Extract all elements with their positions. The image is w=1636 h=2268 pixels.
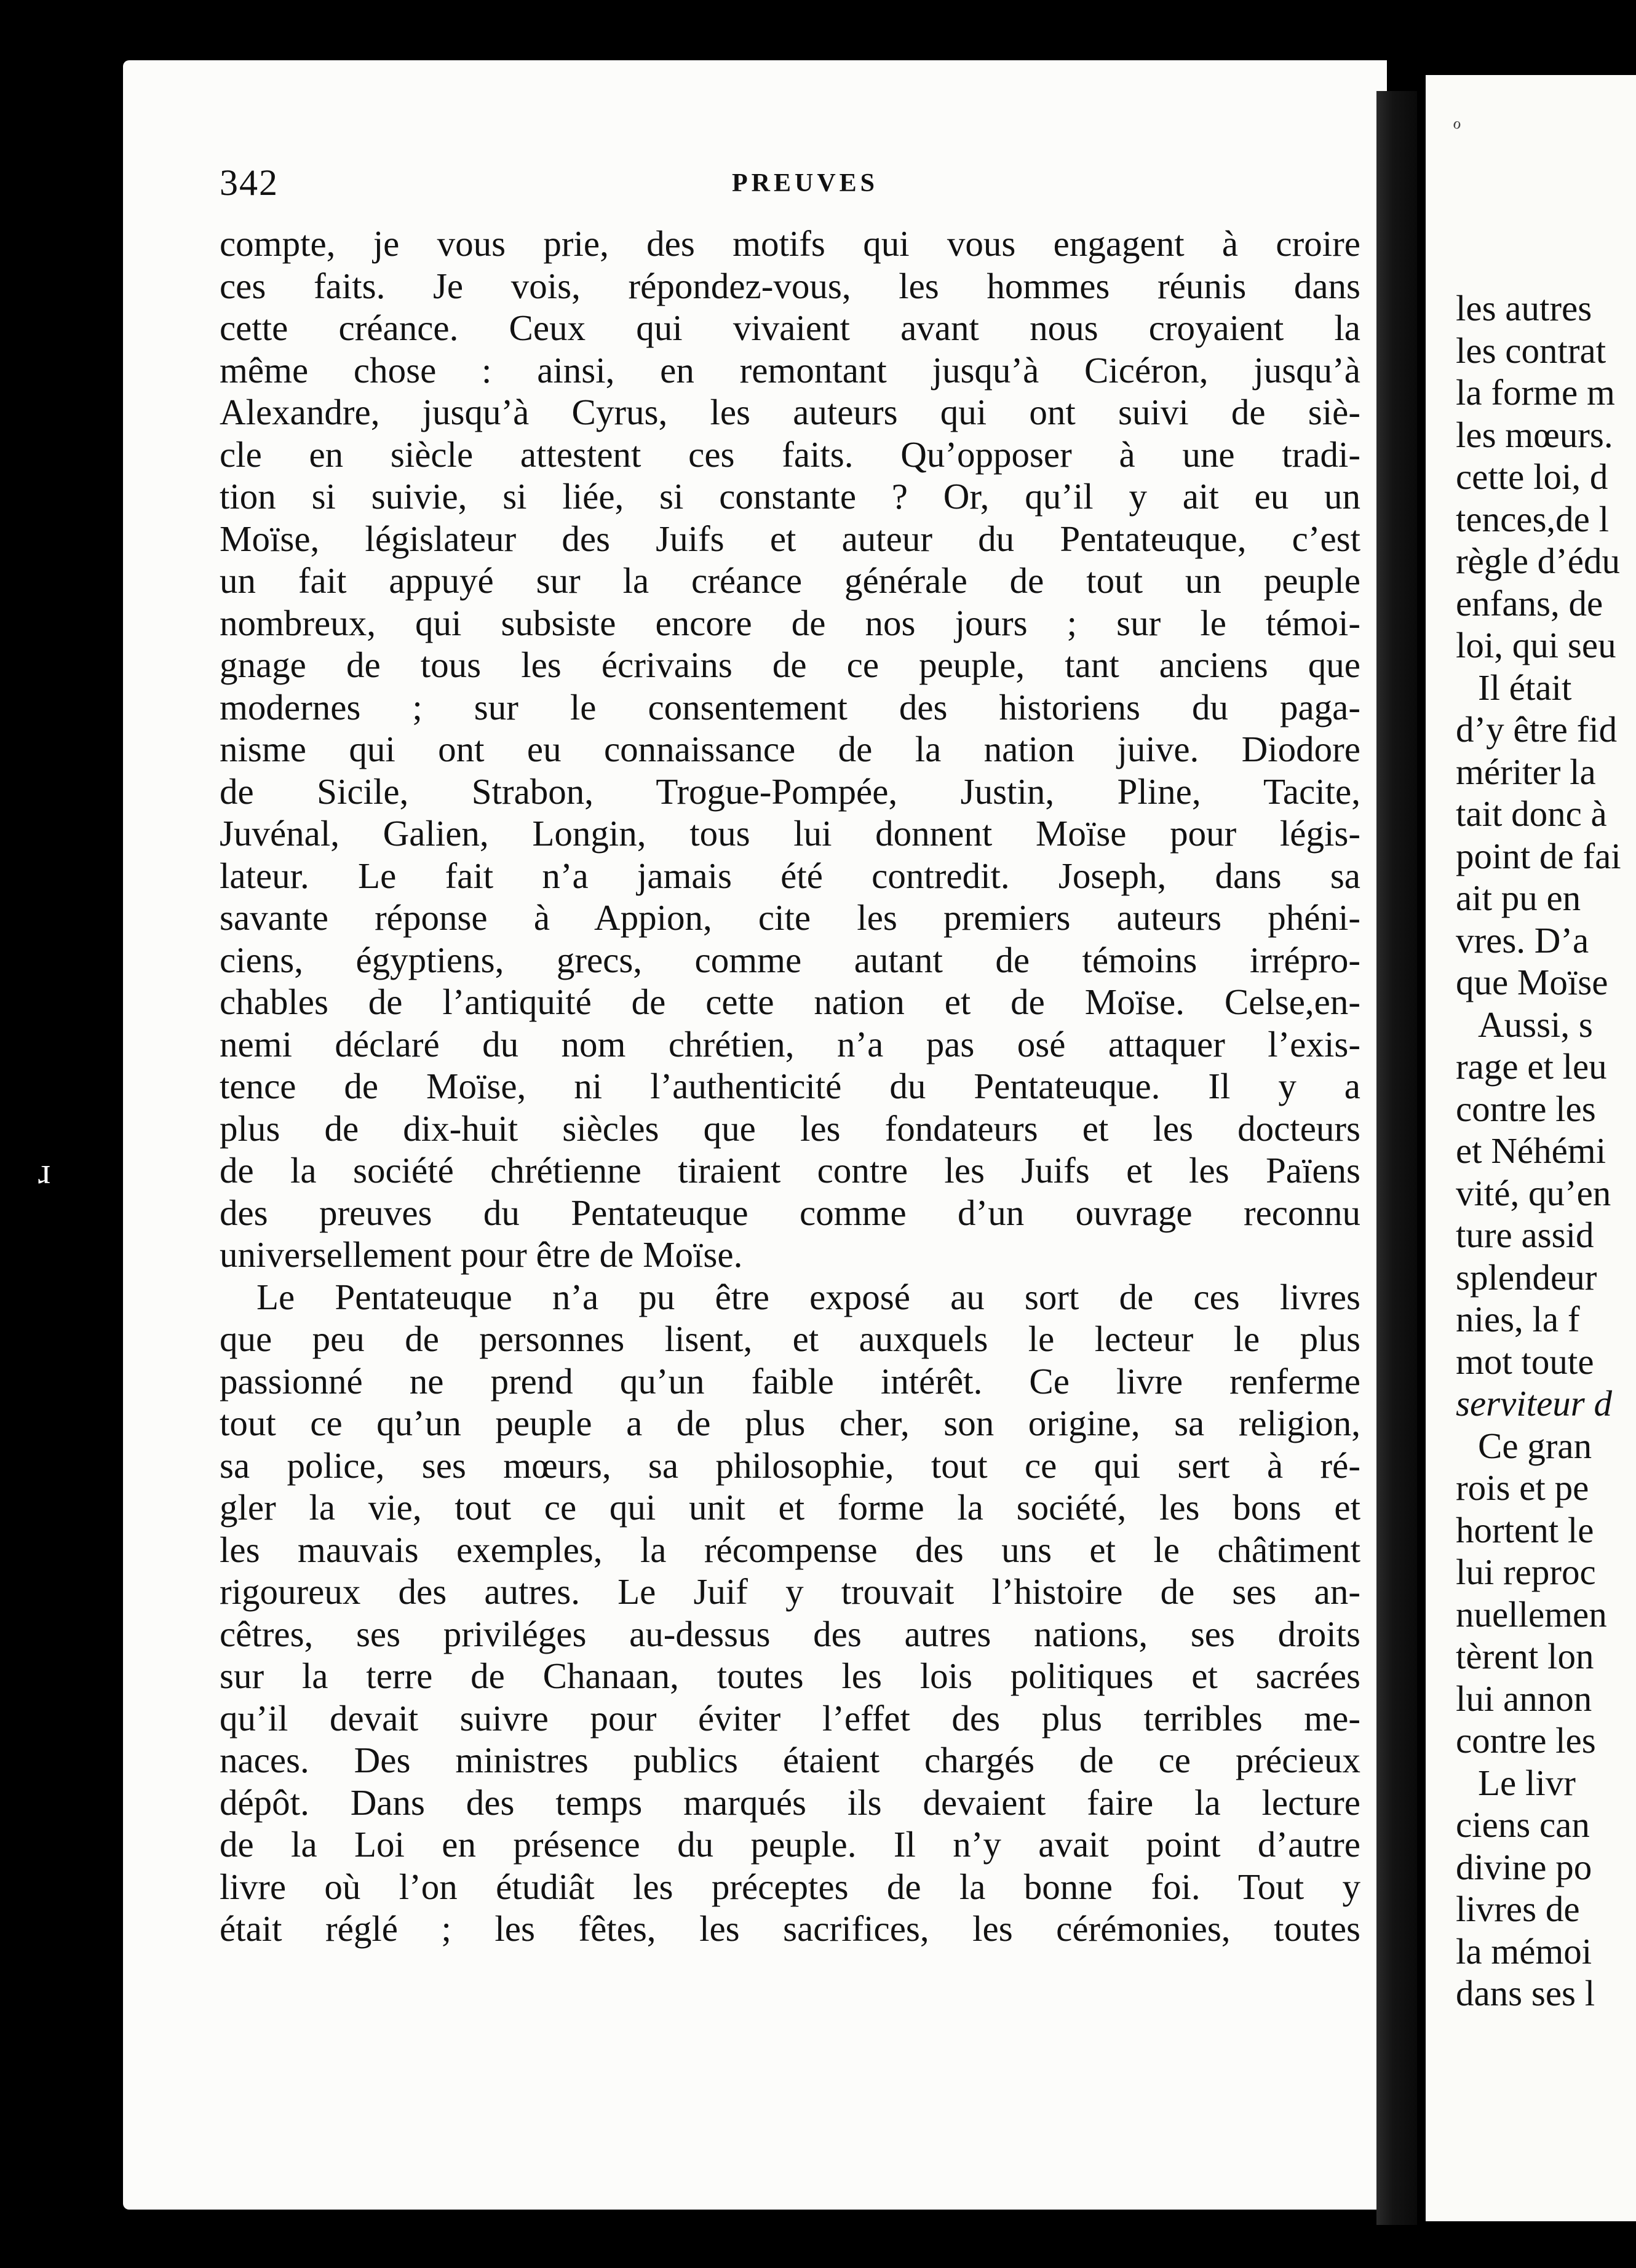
text-line: cle en siècle attestent ces faits. Qu’opposer à une tradi- (220, 434, 1360, 475)
text-line: modernes ; sur le consentement des historiens du paga- (220, 686, 1360, 728)
right-text-line: vres. D’a (1456, 919, 1589, 961)
right-text-line: d’y être fid (1456, 709, 1618, 750)
right-text-line: la forme m (1456, 372, 1615, 413)
text-line: Moïse, législateur des Juifs et auteur du Pentateuque, c’est (220, 518, 1360, 559)
right-text-line: Aussi, s (1478, 1004, 1593, 1045)
text-line: cette créance. Ceux qui vivaient avant nous croyaient la (220, 307, 1360, 348)
right-text-line: nies, la f (1456, 1299, 1580, 1339)
right-text-line: enfans, de (1456, 582, 1603, 624)
text-line: nisme qui ont eu connaissance de la nation juive. Diodore (220, 729, 1360, 769)
page-number: 342 (220, 162, 279, 203)
text-line: que peu de personnes lisent, et auxquels le lecteur le plus (220, 1318, 1360, 1359)
text-line: nemi déclaré du nom chrétien, n’a pas osé attaquer l’exis- (220, 1023, 1360, 1065)
text-line: Le Pentateuque n’a pu être exposé au sort de ces livres (256, 1276, 1360, 1317)
right-text-line: les contrat (1456, 330, 1606, 371)
right-text-line: les mœurs. (1456, 414, 1613, 455)
text-line: un fait appuyé sur la créance générale de tout un peuple (220, 560, 1360, 601)
text-line: qu’il devait suivre pour éviter l’effet des plus terribles me- (220, 1697, 1360, 1739)
right-text-line: point de fai (1456, 835, 1621, 876)
right-text-line: splendeur (1456, 1256, 1597, 1298)
right-text-line: Il était (1478, 667, 1572, 708)
right-page-text (1456, 287, 1621, 2015)
corner-mark: ℴ (1453, 113, 1461, 133)
text-line: sur la terre de Chanaan, toutes les lois politiques et sacrées (220, 1655, 1360, 1696)
text-line: universellement pour être de Moïse. (220, 1234, 743, 1275)
running-header: PREUVES (732, 169, 879, 197)
right-text-line: règle d’édu (1456, 541, 1620, 581)
right-text-line: lui reproc (1456, 1552, 1596, 1592)
right-text-line: livres de (1456, 1889, 1580, 1929)
right-text-line: cette loi, d (1456, 456, 1608, 497)
text-line: dépôt. Dans des temps marqués ils devaient faire la lecture (220, 1782, 1360, 1823)
right-text-line: mériter la (1456, 751, 1596, 792)
right-text-line: rois et pe (1456, 1467, 1589, 1508)
right-page (1426, 75, 1636, 2221)
text-line: passionné ne prend qu’un faible intérêt. Ce livre renferme (220, 1360, 1360, 1402)
right-text-line: lui annon (1456, 1678, 1592, 1719)
margin-mark: ɹ (38, 1151, 50, 1191)
text-line: de la Loi en présence du peuple. Il n’y avait point d’autre (220, 1824, 1360, 1865)
text-line: plus de dix-huit siècles que les fondateurs et les docteurs (220, 1108, 1360, 1149)
text-line: gler la vie, tout ce qui unit et forme la société, les bons et (220, 1487, 1360, 1528)
right-text-line: vité, qu’en (1456, 1172, 1611, 1213)
text-line: même chose : ainsi, en remontant jusqu’à Cicéron, jusqu’à (220, 349, 1360, 391)
right-text-line: ait pu en (1456, 878, 1581, 918)
right-text-line: contre les (1456, 1720, 1596, 1761)
text-line: des preuves du Pentateuque comme d’un ouvrage reconnu (220, 1192, 1360, 1233)
right-text-line: mot toute (1456, 1341, 1594, 1382)
left-page-text (220, 223, 1360, 1950)
right-text-line: que Moïse (1456, 962, 1608, 1002)
right-text-line: loi, qui seu (1456, 625, 1616, 665)
text-line: de la société chrétienne tiraient contre les Juifs et les Païens (220, 1150, 1360, 1191)
right-text-line: serviteur d (1456, 1383, 1612, 1424)
text-line: gnage de tous les écrivains de ce peuple, tant anciens que (220, 644, 1360, 685)
text-line: sa police, ses mœurs, sa philosophie, tout ce qui sert à ré- (220, 1445, 1360, 1486)
right-text-line: et Néhémi (1456, 1130, 1606, 1171)
text-line: rigoureux des autres. Le Juif y trouvait l’histoire de ses an- (220, 1571, 1360, 1612)
right-text-line: les autres (1456, 288, 1592, 328)
right-text-line: Le livr (1478, 1762, 1576, 1803)
text-line: tout ce qu’un peuple a de plus cher, son origine, sa religion, (220, 1403, 1360, 1443)
text-line: compte, je vous prie, des motifs qui vous engagent à croire (220, 223, 1360, 264)
text-line: ces faits. Je vois, répondez-vous, les hommes réunis dans (220, 265, 1360, 306)
book-gutter (1376, 91, 1417, 2225)
text-line: de Sicile, Strabon, Trogue-Pompée, Justin, Pline, Tacite, (220, 771, 1360, 812)
right-text-line: tait donc à (1456, 793, 1607, 834)
text-line: ciens, égyptiens, grecs, comme autant de témoins irrépro- (220, 939, 1360, 980)
text-line: savante réponse à Appion, cite les premiers auteurs phéni- (220, 897, 1360, 938)
text-line: Alexandre, jusqu’à Cyrus, les auteurs qui ont suivi de siè- (220, 392, 1360, 432)
text-line: livre où l’on étudiât les préceptes de la bonne foi. Tout y (220, 1866, 1360, 1907)
text-line: cêtres, ses priviléges au-dessus des autres nations, ses droits (220, 1613, 1360, 1654)
text-line: tion si suivie, si liée, si constante ? Or, qu’il y ait eu un (220, 476, 1360, 517)
right-text-line: dans ses l (1456, 1973, 1595, 2013)
right-text-line: Ce gran (1478, 1425, 1592, 1466)
right-text-line: contre les (1456, 1088, 1596, 1129)
right-text-line: rage et leu (1456, 1046, 1607, 1087)
text-line: lateur. Le fait n’a jamais été contredit. Joseph, dans sa (220, 855, 1360, 896)
text-line: tence de Moïse, ni l’authenticité du Pentateuque. Il y a (220, 1066, 1360, 1106)
right-text-line: la mémoi (1456, 1930, 1592, 1972)
right-text-line: tences,de l (1456, 498, 1609, 539)
book-gutter-edge (1417, 80, 1426, 2232)
right-text-line: ciens can (1456, 1804, 1590, 1845)
right-text-line: nuellemen (1456, 1593, 1607, 1635)
text-line: nombreux, qui subsiste encore de nos jours ; sur le témoi- (220, 602, 1360, 643)
right-text-line: tèrent lon (1456, 1636, 1594, 1676)
text-line: Juvénal, Galien, Longin, tous lui donnent Moïse pour légis- (220, 813, 1360, 854)
right-text-line: hortent le (1456, 1509, 1594, 1550)
right-text-line: ture assid (1456, 1215, 1594, 1255)
right-text-line: divine po (1456, 1846, 1592, 1887)
text-line: naces. Des ministres publics étaient chargés de ce précieux (220, 1740, 1360, 1780)
text-line: était réglé ; les fêtes, les sacrifices, les cérémonies, toutes (220, 1908, 1360, 1949)
text-line: chables de l’antiquité de cette nation et de Moïse. Celse,en- (220, 981, 1360, 1022)
text-line: les mauvais exemples, la récompense des uns et le châtiment (220, 1529, 1360, 1570)
